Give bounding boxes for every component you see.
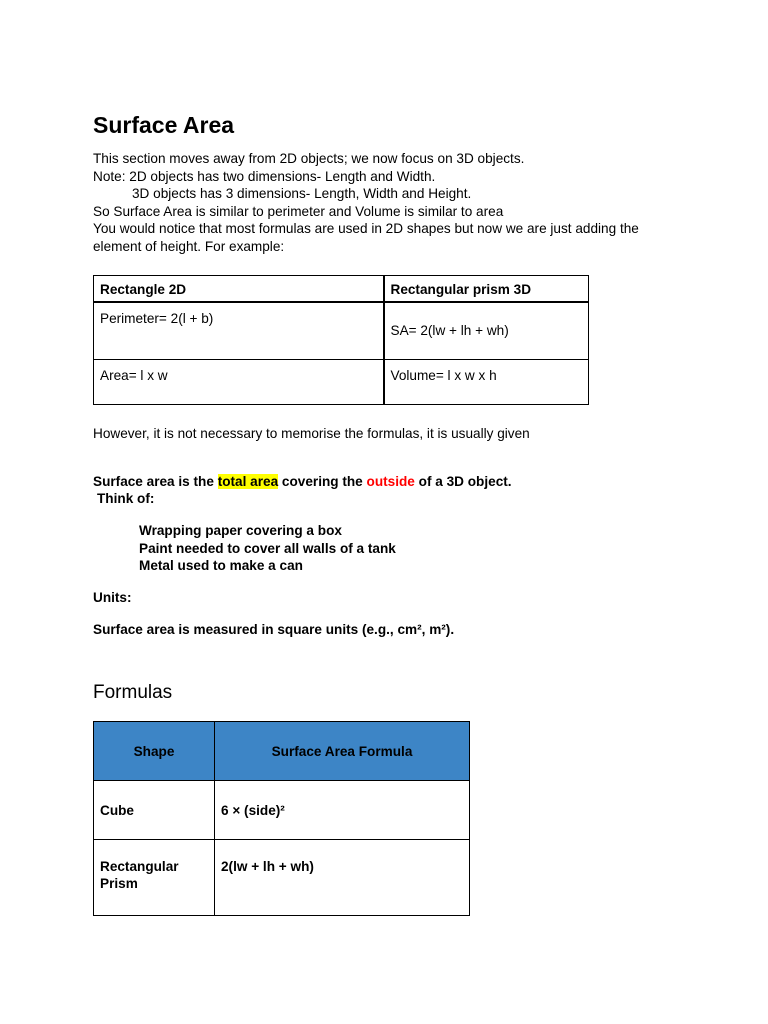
- intro-paragraph: [93, 150, 693, 256]
- definition-text: Surface area is the total area covering the outside of a 3D object.: [93, 474, 512, 489]
- table-cell: Rectangular Prism: [94, 840, 215, 916]
- intro-line: This section moves away from 2D objects; we now focus on 3D objects.: [93, 151, 525, 166]
- table-cell: Volume= l x w x h: [384, 360, 589, 405]
- list-item: Wrapping paper covering a box: [139, 523, 342, 538]
- units-label: Units:: [93, 590, 132, 605]
- units-text: Surface area is measured in square units (e.g., cm², m²).: [93, 622, 455, 637]
- table-cell: 6 × (side)²: [215, 781, 470, 840]
- intro-line: You would notice that most formulas are used in 2D shapes but now we are just adding the: [93, 221, 639, 237]
- intro-line: 3D objects has 3 dimensions- Length, Width and Height.: [132, 186, 472, 202]
- comparison-table: [93, 275, 589, 405]
- think-of-label: Think of:: [97, 491, 155, 506]
- formulas-heading: Formulas: [93, 682, 173, 703]
- table-cell: Perimeter= 2(l + b): [94, 302, 384, 360]
- table-cell: SA= 2(lw + lh + wh): [384, 302, 589, 360]
- list-item: Paint needed to cover all walls of a tank: [139, 541, 396, 556]
- intro-line: element of height. For example:: [93, 238, 285, 254]
- formula-table: [93, 721, 470, 916]
- intro-line: So Surface Area is similar to perimeter and Volume is similar to area: [93, 203, 504, 219]
- page-title: Surface Area: [93, 112, 235, 138]
- intro-line: Note: 2D objects has two dimensions- Length and Width.: [93, 168, 436, 184]
- table-row: [94, 840, 470, 916]
- table-header-cell: Shape: [94, 722, 215, 781]
- table-cell: Area= l x w: [94, 360, 384, 405]
- table-header-cell: Rectangle 2D: [94, 276, 384, 302]
- red-text: outside: [366, 474, 415, 489]
- table-cell: 2(lw + lh + wh): [215, 840, 470, 916]
- table-cell: Cube: [94, 781, 215, 840]
- table-header-cell: Rectangular prism 3D: [384, 276, 589, 302]
- list-item: Metal used to make a can: [139, 558, 303, 573]
- table-header-cell: Surface Area Formula: [215, 722, 470, 781]
- note-text: However, it is not necessary to memorise the formulas, it is usually given: [93, 426, 530, 441]
- highlighted-text: total area: [217, 474, 279, 489]
- table-row: [94, 781, 470, 840]
